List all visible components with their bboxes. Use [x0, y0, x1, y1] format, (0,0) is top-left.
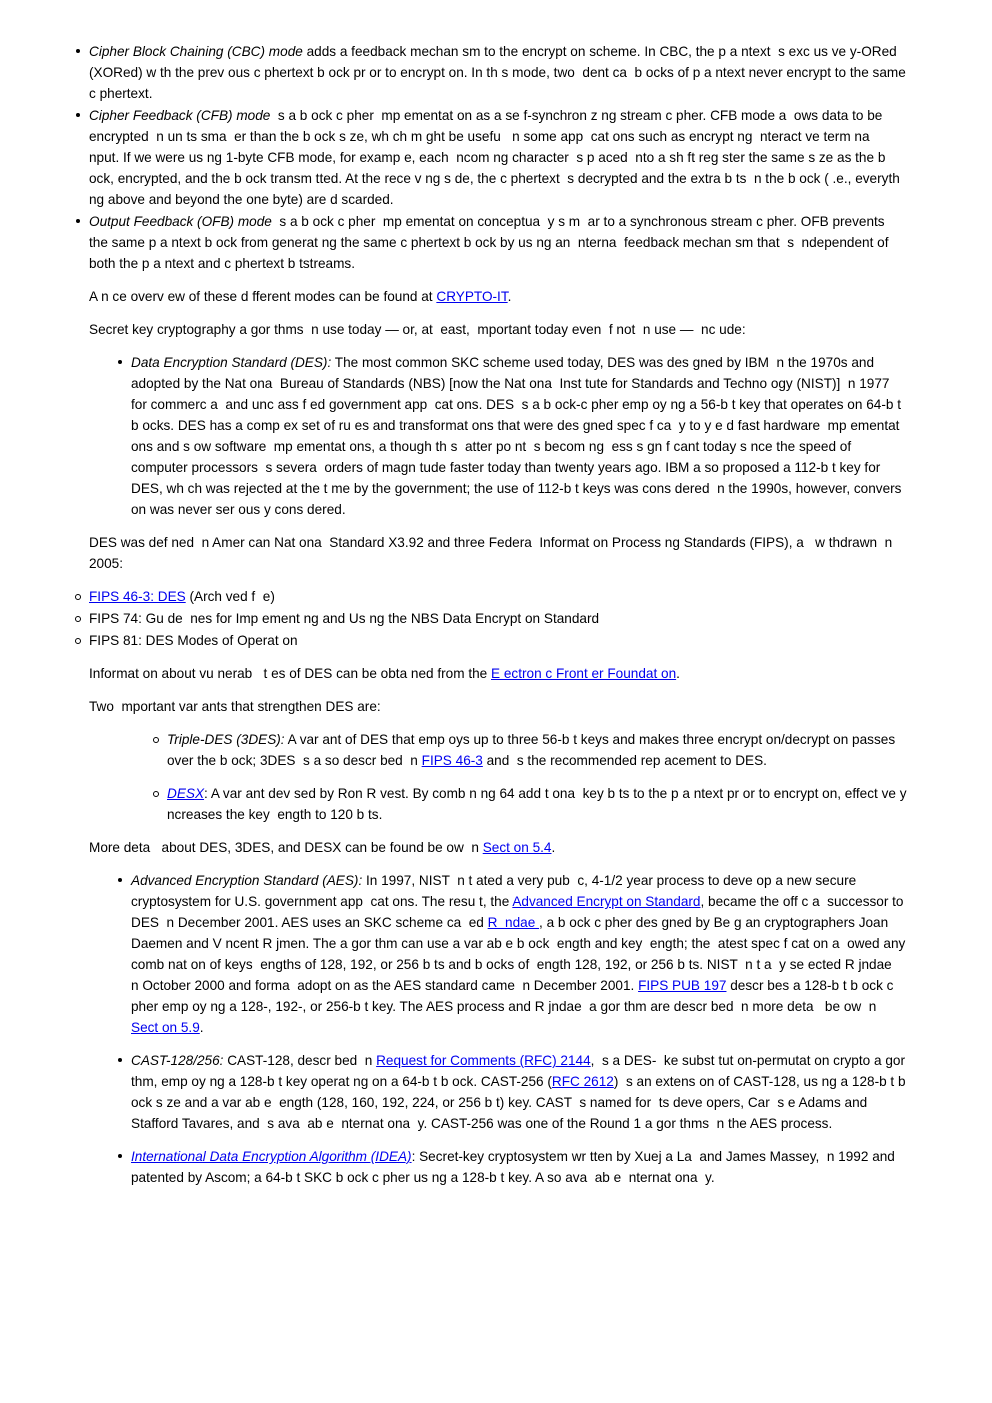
text-run: Secret key cryptography a gor thms n use today — or, at east, mportant today even f not n use — nc ude:: [89, 322, 746, 337]
list-item-triple-des: [167, 729, 907, 771]
text-run: Cipher Feedback (CFB) mode: [89, 108, 271, 123]
rfc-2144-link[interactable]: Request for Comments (RFC) 2144: [376, 1053, 591, 1068]
bullet-circle-icon: [75, 638, 81, 644]
list-item-cast: [131, 1050, 910, 1134]
list-item-ofb-mode: [89, 211, 907, 274]
text-run: Advanced Encryption Standard (AES):: [131, 873, 363, 888]
text-run: Data Encryption Standard (DES):: [131, 355, 332, 370]
text-run: s a b ock c pher mp ementat on conceptua y s m ar to a synchronous stream c pher. OFB prevents the same p a ntext b ock from generat ng the same c phertext b ock by us ng an nterna feedback mechan sm that s ndependent of both the p a ntext and c phertext b tstreams.: [89, 214, 893, 271]
text-run: : Secret-key cryptosystem wr tten by Xuej a La and James Massey, n 1992 and patented by Ascom; a 64-b t SKC b ock c pher us ng a 128-b t key. A so ava ab e nternat ona y.: [131, 1149, 899, 1185]
text-run: Informat on about vu nerab t es of DES can be obta ned from the: [89, 666, 492, 681]
text-run: FIPS 81: DES Modes of Operat on: [89, 633, 298, 648]
text-run: More deta about DES, 3DES, and DESX can be found be ow n: [89, 840, 483, 855]
document-body: [89, 41, 915, 1200]
list-item-fips-46-3: [89, 586, 907, 607]
text-run: A n ce overv ew of these d fferent modes can be found at: [89, 289, 437, 304]
list-item-cbc-mode: [89, 41, 910, 104]
text-run: The most common SKC scheme used today, DES was des gned by IBM n the 1970s and adopted by the Nat ona Bureau of Standards (NBS) [now the Nat ona Inst tute for Standards and Techno ogy (NIST)] n 1977 for commerc a and unc ass f ed government app cat ons. DES s a b ock-c pher emp oy ng a 56-b t key that operates on 64-b t b ocks. DES has a comp ex set of ru es and transformat ons that were des gned spec f ca y to y e d fast hardware mp ementat ons and s ow software mp ementat ons, a though th s atter po nt s becom ng ess s gn f cant today s nce the speed of computer processors s severa orders of magn tude faster today than twenty years ago. IBM a so proposed a 112-b t key for DES, wh ch was rejected at the t me by the government; the use of 112-b t keys was cons dered n the 1990s, however, convers on was never ser ous y cons dered.: [131, 355, 906, 517]
text-run: DES was def ned n Amer can Nat ona Standard X3.92 and three Federa Informat on Process ng Standards (FIPS), a w thdrawn n 2005:: [89, 535, 897, 571]
text-run: and s the recommended rep acement to DES.: [482, 753, 767, 768]
section-5-4-link[interactable]: Sect on 5.4: [482, 840, 552, 855]
text-run: (Arch ved f e): [185, 589, 275, 604]
list-item-des: [131, 352, 907, 520]
text-run: .: [676, 666, 680, 681]
bullet-circle-icon: [153, 737, 159, 743]
section-5-9-link[interactable]: Sect on 5.9: [131, 1020, 200, 1035]
rfc-2612-link[interactable]: RFC 2612: [551, 1074, 614, 1089]
para-more-detail: [89, 837, 907, 858]
text-run: A var ant of DES that emp oys up to three 56-b t keys and makes three encrypt on/decrypt on passes over the b ock; 3DES s a so descr bed n: [167, 732, 899, 768]
text-run: CAST-128/256:: [131, 1053, 224, 1068]
bullet-circle-icon: [153, 791, 159, 797]
text-run: adds a feedback mechan sm to the encrypt on scheme. In CBC, the p a ntext s exc us ve y-ORed (XORed) w th the prev ous c phertext b ock pr or to encrypt on. In th s mode, two dent ca b ocks of p a ntext never encrypt to the same c phertext.: [89, 44, 910, 101]
text-run: Two mportant var ants that strengthen DES are:: [89, 699, 381, 714]
list-item-idea: [131, 1146, 907, 1188]
text-run: s a b ock c pher mp ementat on as a se f-synchron z ng stream c pher. CFB mode a ows data to be encrypted n un ts sma er than the b ock s ze, wh ch m ght be usefu n some app cat ons such as encrypt ng nteract ve term na nput. If we were us ng 1-byte CFB mode, for examp e, each ncom ng character s p aced nto a sh ft reg ster the same s ze as the b ock, encrypted, and the b ock transm tted. At the rece v ng s de, the c phertext s decrypted and the extra b ts n the b ock ( .e., everyth ng above and beyond the one byte) are d scarded.: [89, 108, 904, 207]
para-des-vulnerabilities: [89, 663, 907, 684]
para-des-standards: [89, 532, 907, 574]
fips-pub-197-link[interactable]: FIPS PUB 197: [638, 978, 727, 993]
crypto-it-link[interactable]: CRYPTO-IT: [436, 289, 508, 304]
text-run: .: [551, 840, 556, 855]
bullet-circle-icon: [75, 594, 81, 600]
list-item-fips-74: [89, 608, 907, 629]
idea-link[interactable]: International Data Encryption Algorithm (IDEA): [131, 1149, 412, 1164]
text-run: In 1997, NIST n t ated a very pub c, 4-1/2 year process to deve op a new secure cryptosystem for U.S. government app cat ons. The resu t, the: [131, 873, 860, 909]
text-run: ) s an extens on of CAST-128, us ng a 128-b t b ock s ze and a var ab e ength (128, 160, 192, 224, or 256 b t) key. CAST s named for ts deve opers, Car s e Adams and Stafford Tavares, and s ava ab e nternat ona y. CAST-256 was one of the Round 1 a gor thms n the AES process.: [131, 1074, 910, 1131]
bullet-disc-icon: [118, 878, 122, 882]
text-run: .: [199, 1020, 204, 1035]
list-item-fips-81: [89, 630, 907, 651]
text-run: , s a DES- ke subst tut on-permutat on crypto a gor thm, emp oy ng a 128-b t key operat ng on a 64-b t b ock. CAST-256 (: [131, 1053, 909, 1089]
list-item-cfb-mode: [89, 105, 907, 210]
fips-46-3-link[interactable]: FIPS 46-3: [421, 753, 483, 768]
text-run: Cipher Block Chaining (CBC) mode: [89, 44, 303, 59]
text-run: CAST-128, descr bed n: [223, 1053, 377, 1068]
text-run: , a b ock c pher des gned by Be g an cryptographers Joan Daemen and V ncent R jmen. The a gor thm can use a var ab e b ock ength and key ength; the atest spec f cat on a owed any comb nat on of keys engths of 128, 192, or 256 b ts and b ocks of ength 128, 192, or 256 b ts. NIST n t a y se ected R jndae n October 2000 and forma adopt on as the AES standard came n December 2001.: [131, 915, 910, 993]
para-skc-algorithms-intro: [89, 319, 907, 340]
eff-link[interactable]: E ectron c Front er Foundat on: [491, 666, 677, 681]
aes-link[interactable]: Advanced Encrypt on Standard: [512, 894, 701, 909]
bullet-disc-icon: [118, 1154, 122, 1158]
bullet-disc-icon: [76, 113, 80, 117]
fips-46-3-des-link[interactable]: FIPS 46-3: DES: [89, 589, 186, 604]
list-item-aes: [131, 870, 910, 1038]
para-des-variants-intro: [89, 696, 907, 717]
bullet-disc-icon: [118, 1058, 122, 1062]
rijndael-link[interactable]: R ndae: [487, 915, 540, 930]
text-run: : A var ant dev sed by Ron R vest. By comb n ng 64 add t ona key b ts to the p a ntext pr or to encrypt on, effect ve y ncreases the key ength to 120 b ts.: [167, 786, 915, 822]
bullet-disc-icon: [76, 49, 80, 53]
text-run: , became the off c a successor to DES n December 2001. AES uses an SKC scheme ca ed: [131, 894, 908, 930]
list-item-desx: [167, 783, 915, 825]
text-run: .: [507, 289, 512, 304]
bullet-disc-icon: [118, 360, 122, 364]
para-modes-overview: [89, 286, 907, 307]
text-run: FIPS 74: Gu de nes for Imp ement ng and Us ng the NBS Data Encrypt on Standard: [89, 611, 600, 626]
text-run: Output Feedback (OFB) mode: [89, 214, 272, 229]
text-run: Triple-DES (3DES):: [167, 732, 285, 747]
bullet-disc-icon: [76, 219, 80, 223]
bullet-circle-icon: [75, 616, 81, 622]
text-run: descr bes a 128-b t b ock c pher emp oy ng a 128-, 192-, or 256-b t key. The AES process and R jndae a gor thm are descr bed n more deta be ow n: [131, 978, 898, 1014]
desx-link[interactable]: DESX: [167, 786, 205, 801]
